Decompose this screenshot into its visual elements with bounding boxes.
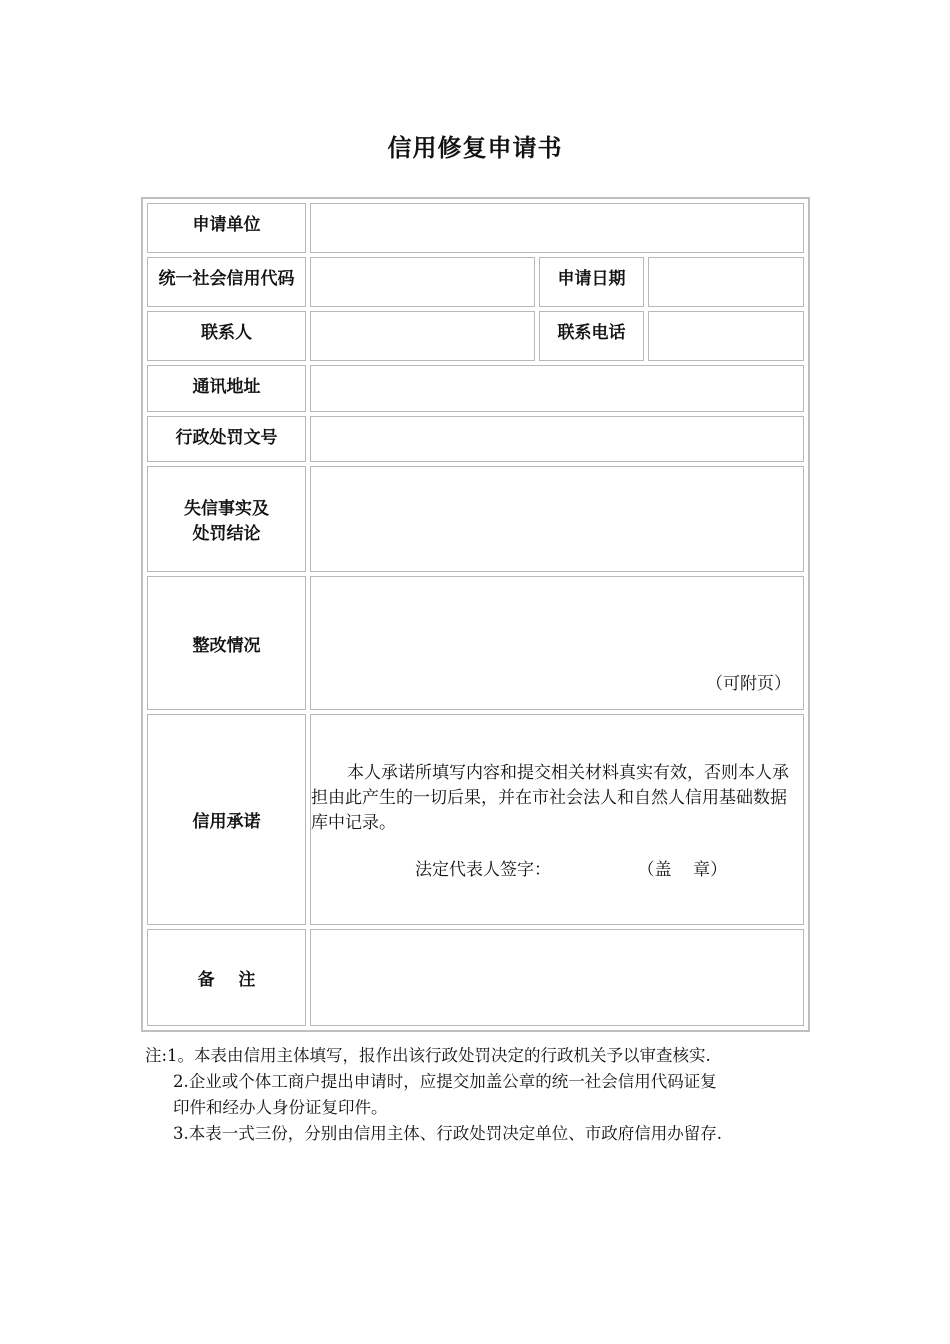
remarks-label: 备 注 xyxy=(147,929,306,1026)
note-2b: 印件和经办人身份证复印件。 xyxy=(173,1098,388,1117)
remarks-field[interactable] xyxy=(310,929,804,1026)
facts-label-line1: 失信事实及 xyxy=(184,499,269,519)
contact-phone-field[interactable] xyxy=(648,311,804,361)
document-title: 信用修复申请书 xyxy=(387,134,563,162)
applicant-field[interactable] xyxy=(310,203,804,253)
penalty-doc-field[interactable] xyxy=(310,416,804,462)
note-3: 3.本表一式三份，分别由信用主体、行政处罚决定单位、市政府信用办留存. xyxy=(173,1124,722,1143)
facts-label xyxy=(147,466,306,572)
rectification-label: 整改情况 xyxy=(147,576,306,710)
contact-label: 联系人 xyxy=(147,311,306,361)
facts-label-line2: 处罚结论 xyxy=(192,524,261,544)
credit-code-field[interactable] xyxy=(310,257,535,307)
promise-label: 信用承诺 xyxy=(147,714,306,925)
note-2a: 2.企业或个体工商户提出申请时，应提交加盖公章的统一社会信用代码证复 xyxy=(173,1072,717,1091)
promise-text: 本人承诺所填写内容和提交相关材料真实有效，否则本人承担由此产生的一切后果，并在市社会法人和自然人信用基础数据库中记录。 xyxy=(311,763,789,833)
promise-cell xyxy=(310,714,804,925)
applicant-label: 申请单位 xyxy=(147,203,306,253)
apply-date-field[interactable] xyxy=(648,257,804,307)
rectification-field[interactable] xyxy=(310,576,804,710)
apply-date-label: 申请日期 xyxy=(539,257,644,307)
credit-code-label: 统一社会信用代码 xyxy=(147,257,306,307)
penalty-doc-label: 行政处罚文号 xyxy=(147,416,306,462)
facts-field[interactable] xyxy=(310,466,804,572)
footnotes xyxy=(145,1043,825,1147)
application-form xyxy=(141,197,810,1032)
contact-field[interactable] xyxy=(310,311,535,361)
contact-phone-label: 联系电话 xyxy=(539,311,644,361)
address-label: 通讯地址 xyxy=(147,365,306,412)
note-1: 注:1。本表由信用主体填写，报作出该行政处罚决定的行政机关予以审查核实. xyxy=(145,1046,711,1065)
address-field[interactable] xyxy=(310,365,804,412)
signature-line: 法定代表人签字： （盖 章） xyxy=(415,860,728,880)
attach-note: （可附页） xyxy=(706,674,791,694)
